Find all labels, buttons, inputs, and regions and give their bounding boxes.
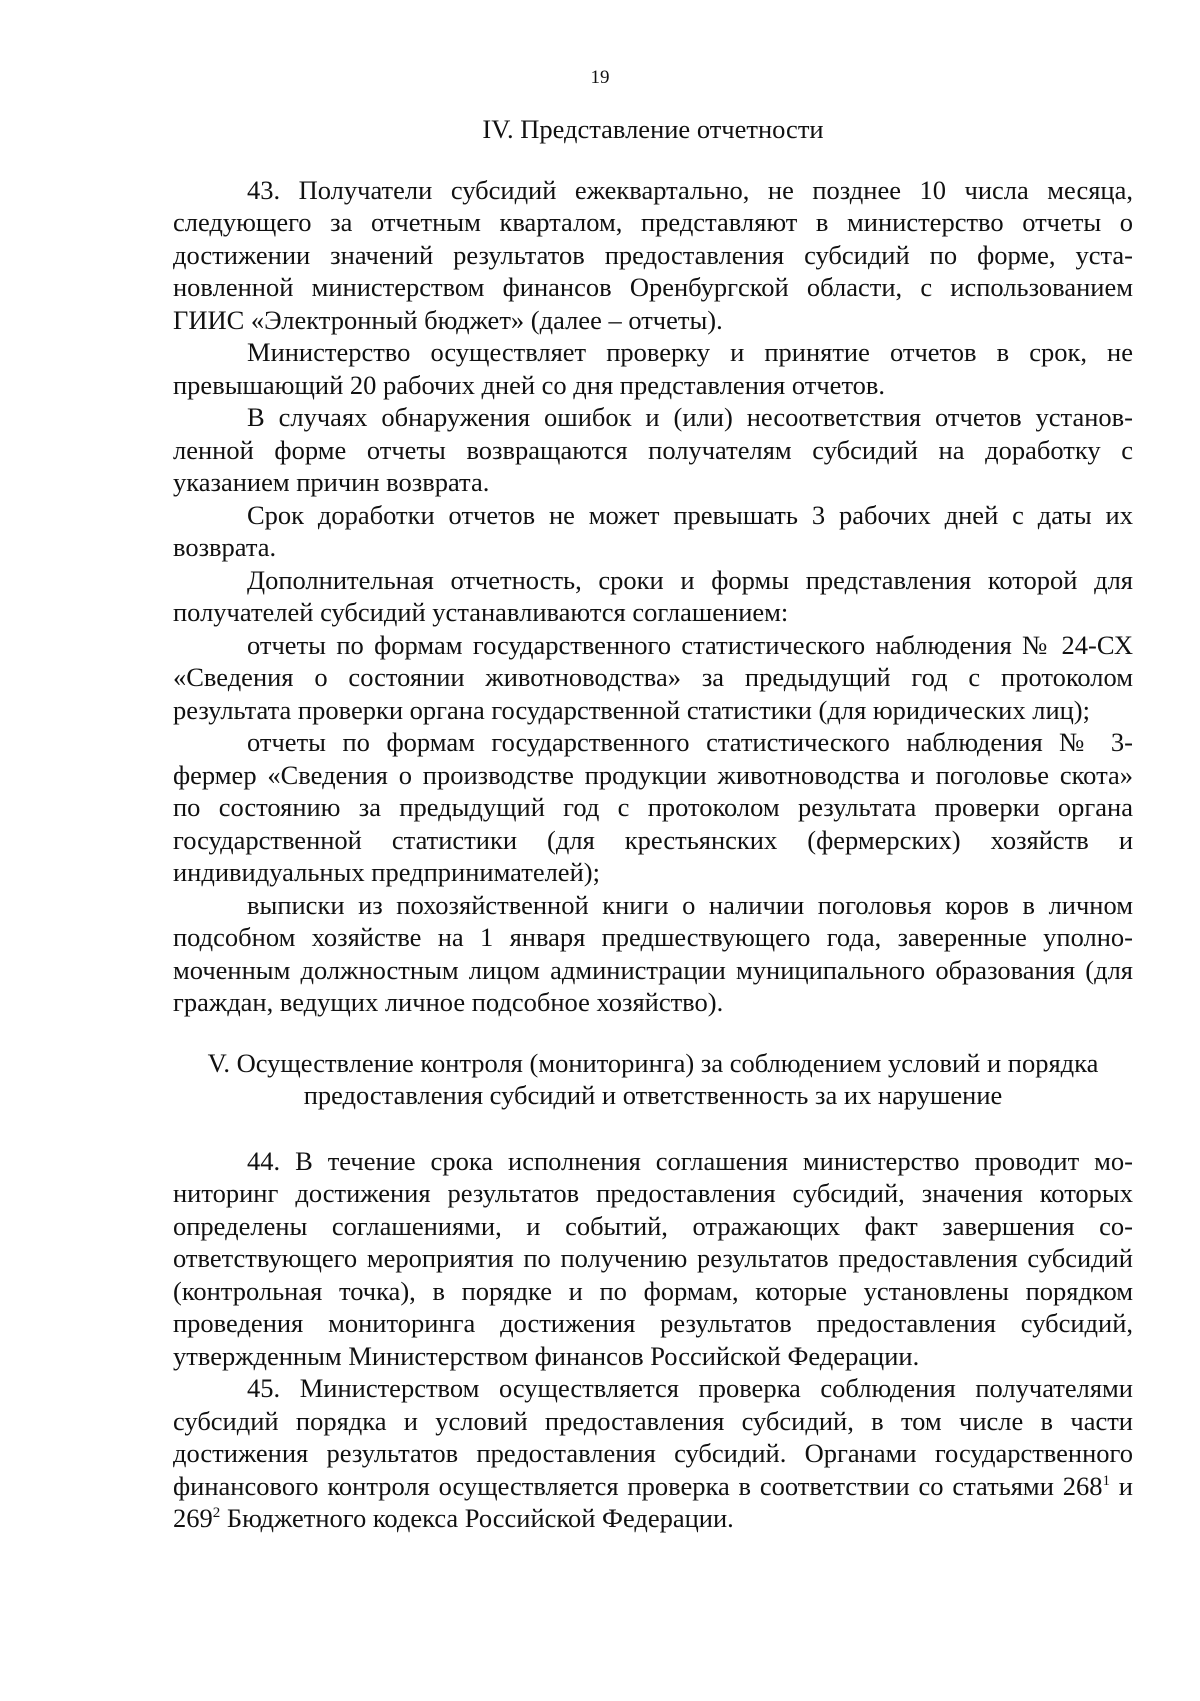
page-number: 19 [590, 67, 610, 88]
paragraph-44: 44. В течение срока исполнения соглашения министерство проводит мониторинг достижения результатов предоставления субсидий, значения которых определены соглашениями, и событий, отражающих факт завершения соответствующего мероприятия по получению результатов предоставления субсидий (контрольная точка), в порядке и по формам, которые установлены порядком проведения мониторинга достижения результатов предоставления субсидий, утвержденным Министерством финансов Российской Федерации. [173, 1145, 1133, 1371]
section-5-heading: V. Осуществление контроля (мониторинга) за соблюдением условий и порядка предоставления субсидий и ответственность за их нарушение [207, 1047, 1099, 1110]
paragraph-43: 43. Получатели субсидий ежеквартально, не позднее 10 числа месяца, следующего за отчетным кварталом, представляют в министерство отчеты о достижении значений результатов предоставления субсидий по форме, установленной министерством финансов Оренбургской области, с использованием ГИИС «Электронный бюджет» (далее – отчеты). [173, 174, 1133, 335]
superscript-269: 2 [212, 1505, 221, 1522]
list-item-household-book: выписки из похозяйственной книги о наличии поголовья коров в личном подсобном хозяйстве на 1 января предшествующего года, заверенные уполномоченным должностным лицом администрации муниципального образования (для граждан, ведущих личное подсобное хозяйство). [173, 889, 1133, 1017]
section-4-heading: IV. Представление отчетности [482, 114, 824, 144]
list-item-24-sh: отчеты по формам государственного статистического наблюдения № 24-СХ «Сведения о состоянии животноводства» за предыдущий год с протоколом результата проверки органа государственной статистики (для юридических лиц); [173, 629, 1133, 725]
superscript-268: 1 [1102, 1472, 1110, 1489]
paragraph-ministry-check: Министерство осуществляет проверку и принятие отчетов в срок, не превышающий 20 рабочих дней со дня представления отчетов. [173, 337, 1133, 400]
paragraph-45-text-end: Бюджетного кодекса Российской Федерации. [220, 1503, 734, 1533]
paragraph-45-text: 45. Министерством осуществляется проверка соблюдения получателями субсидий порядка и условий предоставления субсидий, в том числе в части достижения результатов предоставления субсидий. Органами государственного финансового контроля осуществляется проверка в соответствии со статьями 268 [173, 1373, 1133, 1501]
paragraph-revision-term: Срок доработки отчетов не может превышать 3 рабочих дней с даты их возврата. [173, 499, 1133, 562]
paragraph-additional-reporting: Дополнительная отчетность, сроки и формы представления которой для получателей субсидий устанавливаются соглашением: [173, 564, 1133, 627]
paragraph-errors-return: В случаях обнаружения ошибок и (или) несоответствия отчетов установленной форме отчеты возвращаются получателям субсидий на доработку с указанием причин возврата. [173, 402, 1133, 497]
paragraph-45-text-middle: и 269 [173, 1470, 1133, 1533]
page-content [173, 113, 1133, 1535]
paragraph-45 [173, 1372, 1133, 1535]
list-item-3-fermer: отчеты по формам государственного статистического наблюдения № 3-фермер «Сведения о производстве продукции животноводства и поголовье скота» по состоянию за предыдущий год с протоколом результата проверки органа государственной статистики (для крестьянских (фермерских) хозяйств и индивидуальных предпринимателей); [173, 727, 1133, 887]
